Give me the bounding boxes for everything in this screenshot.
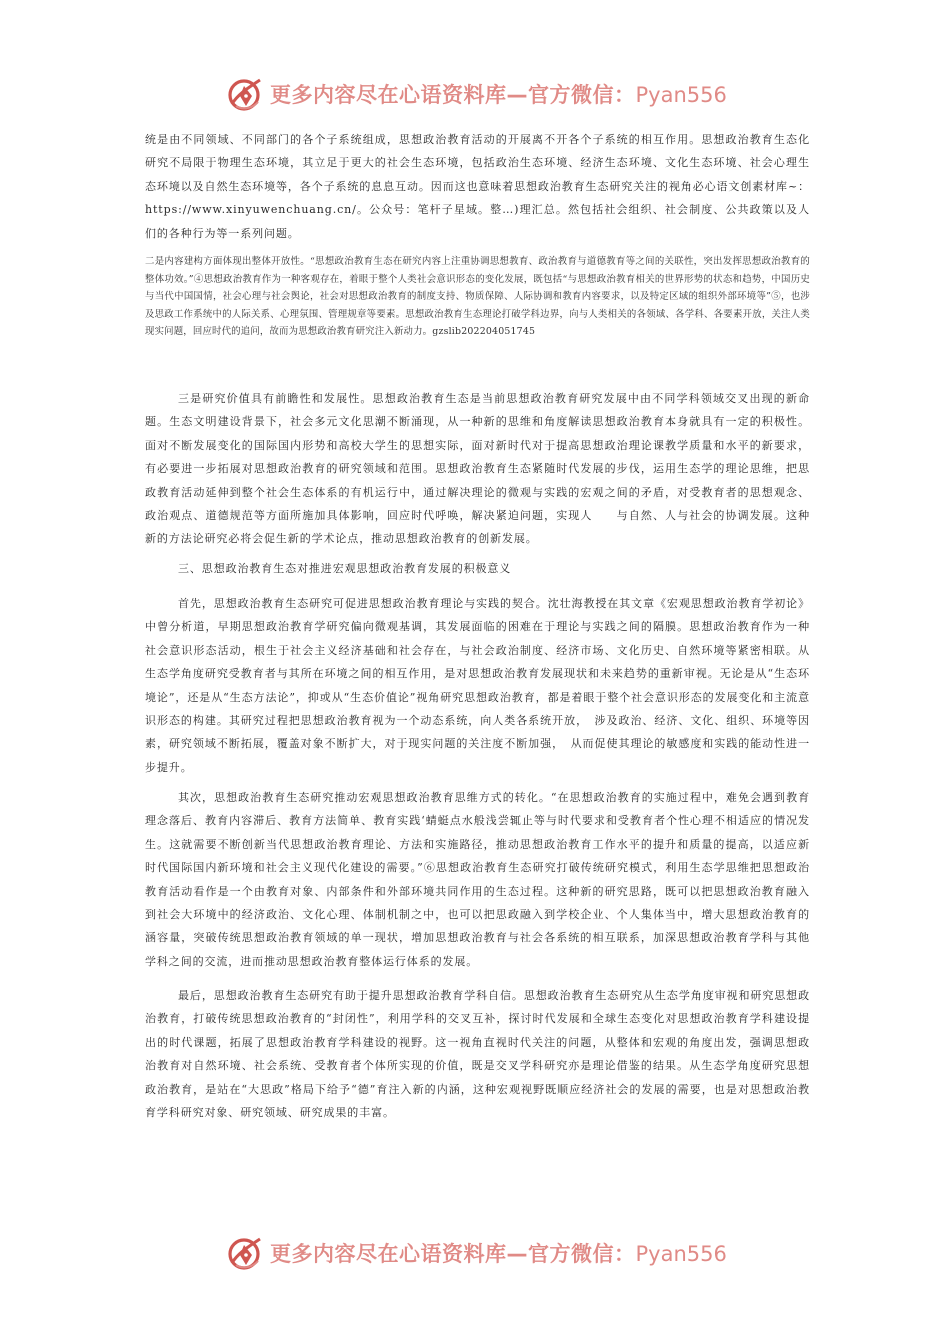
banner-text: 更多内容尽在心语资料库—官方微信：Pyan556 xyxy=(270,1242,727,1266)
paragraph-4: 首先，思想政治教育生态研究可促进思想政治教育理论与实践的契合。沈壮海教授在其文章《宏观思想政治教育学初论》中曾分析道，早期思想政治教育学研究偏向微观基调，其发展面临的困难在于理论与实践之间的隔膜。思想政治教育作为一种社会意识形态活动，根生于社会主义经济基础和社会存在，与社会政治制度、经济市场、文化历史、自然环境等紧密相联。从生态学角度研究受教育者与其所在环境之间的相互作用，是对思想政治教育发展现状和未来趋势的重新审视。无论是从“生态环境论”，还是从“生态方法论”，抑或从“生态价值论”视角研究思想政治教育，都是着眼于整个社会意识形态的发展变化和主流意识形态的构建。其研究过程把思想政治教育视为一个动态系统，向人类各系统开放， 涉及政治、经济、文化、组织、环境等因素，研究领域不断拓展，覆盖对象不断扩大，对于现实问题的关注度不断加强， 从而促使其理论的敏感度和实践的能动性进一步提升。 xyxy=(145,597,810,774)
banner-text: 更多内容尽在心语资料库—官方微信：Pyan556 xyxy=(270,83,727,107)
paragraph-3: 三是研究价值具有前瞻性和发展性。思想政治教育生态是当前思想政治教育研究发展中由不同学科领域交叉出现的新命题。生态文明建设背景下，社会多元文化思潮不断涌现，从一种新的思维和角度解读思想政治教育本身就具有一定的积极性。面对不断发展变化的国际国内形势和高校大学生的思想实际，面对新时代对于提高思想政治理论课教学质量和水平的新要求，有必要进一步拓展对思想政治教育的研究领域和范围。思想政治教育生态紧随时代发展的步伐，运用生态学的理论思维，把思政教育活动延伸到整个社会生态体系的有机运行中，通过解决理论的微观与实践的宏观之间的矛盾，对受教育者的思想观念、政治观点、道德规范等方面所施加具体影响，回应时代呼唤，解决紧迫问题，实现人 与自然、人与社会的协调发展。这种新的方法论研究必将会促生新的学术论点，推动思想政治教育的创新发展。 xyxy=(145,392,810,546)
section-heading: 三、思想政治教育生态对推进宏观思想政治教育发展的积极意义 xyxy=(178,562,512,575)
paragraph-5: 其次，思想政治教育生态研究推动宏观思想政治教育思维方式的转化。“在思想政治教育的实施过程中，难免会遇到教育理念落后、教育内容滞后、教育方法简单、教育实践‘蜻蜓点水般浅尝辄止等与时代要求和受教育者个性心理不相适应的情况发生。这就需要不断创新当代思想政治教育理论、方法和实施路径，推动思想政治教育工作水平的提升和质量的提高，以适应新时代国际国内新环境和社会主义现代化建设的需要。”⑥思想政治教育生态研究打破传统研究模式，利用生态学思维把思想政治教育活动看作是一个由教育对象、内部条件和外部环境共同作用的生态过程。这种新的研究思路，既可以把思想政治教育融入到社会大环境中的经济政治、文化心理、体制机制之中，也可以把思政融入到学校企业、个人集体当中，增大思想政治教育的涵容量，突破传统思想政治教育领域的单一现状，增加思想政治教育与社会各系统的相互联系，加深思想政治教育学科与其他学科之间的交流，进而推动思想政治教育整体运行体系的发展。 xyxy=(145,791,810,968)
paragraph-6: 最后，思想政治教育生态研究有助于提升思想政治教育学科自信。思想政治教育生态研究从生态学角度审视和研究思想政治教育，打破传统思想政治教育的“封闭性”，利用学科的交叉互补，探讨时代发展和全球生态变化对思想政治教育学科建设提出的时代课题，拓展了思想政治教育学科建设的视野。这一视角直视时代关注的问题，从整体和宏观的角度出发，强调思想政治教育对自然环境、社会系统、受教育者个体所实现的价值，既是交叉学科研究亦是理论借鉴的结果。从生态学角度研究思想政治教育，是站在“大思政”格局下给予“德”育注入新的内涵，这种宏观视野既顺应经济社会的发展的需要，也是对思想政治教育学科研究对象、研究领域、研究成果的丰富。 xyxy=(145,989,810,1120)
header-banner xyxy=(226,72,727,116)
pen-nib-logo-icon xyxy=(226,1233,266,1273)
wechat-id: Pyan556 xyxy=(635,83,727,107)
wechat-id: Pyan556 xyxy=(635,1242,727,1266)
footer-banner xyxy=(226,1231,727,1275)
paragraph-2: 二是内容建构方面体现出整体开放性。“思想政治教育生态在研究内容上注重协调思想教育、政治教育与道德教育等之间的关联性，突出发挥思想政治教育的整体功效。”④思想政治教育作为一种客观存在，着眼于整个人类社会意识形态的变化发展，既包括“与思想政治教育相关的世界形势的状态和趋势，中国历史与当代中国国情，社会心理与社会舆论，社会对思想政治教育的制度支持、物质保障、人际协调和教育内容要求，以及特定区域的组织外部环境等”⑤，也涉及思政工作系统中的人际关系、心理氛围、管理规章等要素。思想政治教育生态理论打破学科边界，向与人类相关的各领域、各学科、各要素开放，关注人类现实问题，回应时代的追问，故而为思想政治教育研究注入新动力。gzslib202204051745 xyxy=(145,256,810,337)
paragraph-1: 统是由不同领域、不同部门的各个子系统组成，思想政治教育活动的开展离不开各个子系统的相互作用。思想政治教育生态化研究不局限于物理生态环境，其立足于更大的社会生态环境，包括政治生态环境、经济生态环境、文化生态环境、社会心理生态环境以及自然生态环境等，各个子系统的息息互动。因而这也意味着思想政治教育生态研究关注的视角必心语文创素材库~：https://www.xinyuwenchuang.cn/。公众号：笔杆子星域。整…)理汇总。然包括社会组织、社会制度、公共政策以及人们的各种行为等一系列问题。 xyxy=(145,133,810,240)
pen-nib-logo-icon xyxy=(226,74,266,114)
